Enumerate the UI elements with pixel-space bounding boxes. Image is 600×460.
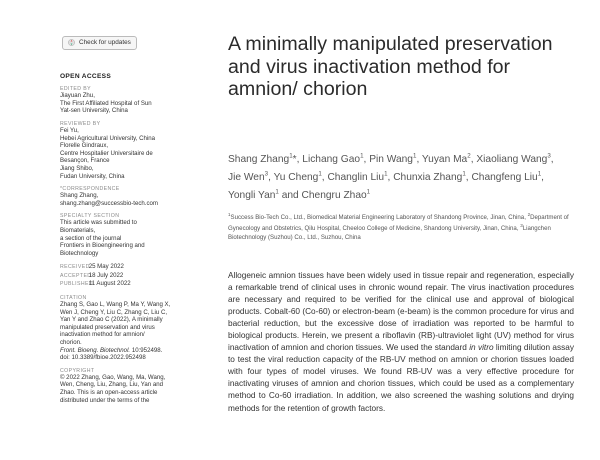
copyright-label: COPYRIGHT [60,367,95,374]
author[interactable]: Yuyan Ma$^2$, [421,153,477,166]
author[interactable]: Yu Cheng$^1$, [273,170,328,184]
reviewed-by-block [60,127,200,180]
correspondence-label: *CORRESPONDENCE [60,186,120,193]
specialty-line: a section of the journal [60,234,122,242]
citation-journal: Front. Bioeng. Biotechnol. [60,346,131,354]
citation-line: Zhang S, Gao L, Wang P, Ma Y, Wang X, [60,301,171,309]
citation-block [60,301,200,362]
author[interactable]: Chengru Zhao$^1$ [301,188,371,202]
citation-line: Yan Y and Zhao C (2022), A minimally [60,316,163,324]
edited-by-line: Yat-sen University, China [60,107,128,115]
crossmark-icon [68,39,75,46]
citation-line: chorion. [60,339,82,347]
reviewed-by-line: Hebei Agricultural University, China [60,134,156,142]
specialty-section-label: SPECIALTY SECTION [60,213,120,220]
reviewed-by-line: Centre Hospitalier Universitaire de [60,149,153,157]
specialty-line: Biotechnology [60,249,99,257]
date-published: PUBLISHED 11 August 2022 [60,280,131,288]
article-info-sidebar [60,36,200,404]
edited-by-line: Jiayuan Zhu, [60,92,95,100]
citation-doi-link[interactable]: doi: 10.3389/fbioe.2022.952498 [60,354,146,362]
specialty-line: Biomaterials, [60,226,96,234]
article-title: A minimally manipulated preservation and virus inactivation method for amnion/ chorion [228,33,553,100]
affiliations: $^1$Success Bio-Tech Co., Ltd., Biomedical Material Engineering Laboratory of Shandong Province, Jinan, China, $^2$Department of Gynecology and Obstetrics, Qilu Hospital, Cheeloo College of Medicine, Shandong University, Jinan, China, $^3$Liangchen Biotechnology (Suzhou) Co., Ltd., Suzhou, China [228,212,569,241]
citation-line: inactivation method for amnion/ [60,331,145,339]
author[interactable]: Jie Wen$^3$, [228,170,274,184]
author[interactable]: Changfeng Liu$^1$, [471,170,545,184]
date-received: RECEIVED 25 May 2022 [60,263,124,271]
open-access-label: OPEN ACCESS [60,72,112,80]
correspondence-name: Shang Zhang, [60,192,99,200]
check-for-updates-label: Check for updates [79,39,131,46]
author-list [228,150,568,204]
author[interactable]: Pin Wang$^1$, [369,153,422,166]
citation-line: Wen J, Cheng Y, Liu C, Zhang C, Liu C, [60,308,168,316]
dates-block [60,263,200,289]
reviewed-by-line: Florelle Gindraux, [60,142,109,150]
copyright-line: Wen, Cheng, Liu, Zhang, Liu, Yan and [60,381,163,389]
date-accepted: ACCEPTED 18 July 2022 [60,271,124,279]
specialty-line: This article was submitted to [60,219,137,227]
citation-journal-line [60,347,200,355]
reviewed-by-line: Besançon, France [60,157,110,165]
author[interactable]: Yongli Yan$^1$ and [228,188,302,202]
author[interactable]: Xiaoliang Wang$^3$, [476,153,554,166]
copyright-line: distributed under the terms of the [60,396,150,404]
reviewed-by-line: Fei Yu, [60,126,79,134]
copyright-line: © 2022 Zhang, Gao, Wang, Ma, Wang, [60,373,166,381]
author[interactable]: Lichang Gao$^1$, [302,153,370,166]
copyright-line: Zhao. This is an open-access article [60,389,158,396]
citation-volume: 10:952498. [130,346,163,354]
citation-label: CITATION [60,295,87,302]
correspondence-email-link[interactable]: shang.zhang@successbio-tech.com [60,199,158,207]
abstract: Allogeneic amnion tissues have been widely used in tissue repair and regeneration, especially a remarkable trend of clinical uses in chronic wound repair. The virus inactivation procedures are necessary and required to be verified for the clinical use and approval of biological products. Cobalt-60 (Co-60) or electron-beam (e-beam) is the common procedure for virus and bacterial reduction, but the excessive dose of irradiation was reported to be harmful to biological products. Herein, we present a riboflavin (RB)-ultraviolet light (UV) method for virus inactivation of amnion and chorion tissues. We used the standard in vitro limiting dilution assay to test the viral reduction capacity of the RB-UV method on amnion or chorion tissues loaded with four types of model viruses. We found RB-UV was a very effective procedure for inactivating viruses of amnion and chorion tissues, which could be used as a complementary method to Co-60 irradiation. In addition, we also screened the washing solutions and drying methods for the retention of growth factors. [228,271,574,413]
author[interactable]: Shang Zhang$^1$*, [228,153,303,166]
reviewed-by-line: Jiang Shibo, [60,164,94,172]
specialty-section-block [60,219,200,257]
edited-by-line: The First Affiliated Hospital of Sun [60,99,152,107]
specialty-line: Frontiers in Bioengineering and [60,242,145,250]
reviewed-by-label: REVIEWED BY [60,120,101,127]
reviewed-by-line: Fudan University, China [60,172,125,180]
author[interactable]: Changlin Liu$^1$, [327,170,394,184]
copyright-block [60,374,200,404]
edited-by-block [60,92,200,115]
author[interactable]: Chunxia Zhang$^1$, [393,170,472,184]
correspondence-block [60,192,200,207]
check-for-updates-button[interactable] [62,36,137,50]
edited-by-label: EDITED BY [60,86,91,93]
citation-line: manipulated preservation and virus [60,323,155,331]
